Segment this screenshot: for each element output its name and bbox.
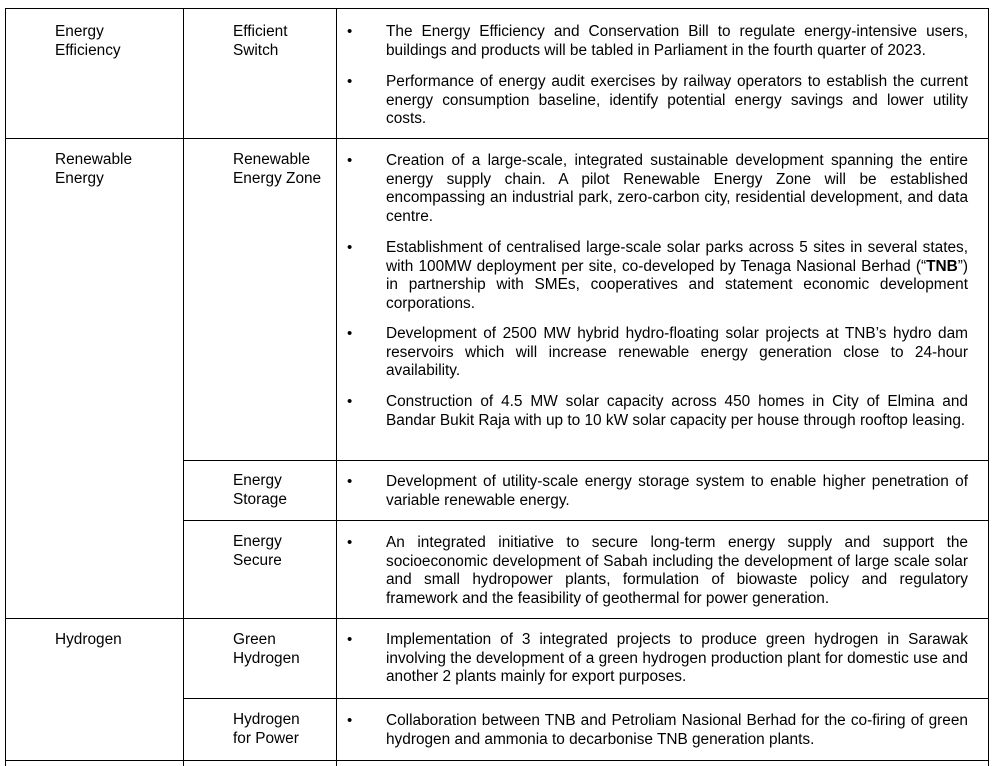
initiative-cell: Energy Secure [233, 533, 282, 569]
row-divider [183, 460, 989, 461]
initiative-cell: Hydrogen for Power [233, 711, 300, 747]
bullet: • [347, 73, 353, 90]
col-divider-1 [183, 8, 184, 766]
row-divider [5, 138, 989, 139]
bullet: • [347, 631, 353, 648]
bullet: • [347, 152, 353, 169]
row-divider [5, 618, 989, 619]
initiative-cell: Efficient Switch [233, 23, 288, 59]
initiative-description: Development of 2500 MW hybrid hydro-floating solar projects at TNB’s hydro dam reservoirs which will increase renewable energy generation close to 24-hour availability. [386, 325, 968, 379]
theme-cell: Energy Efficiency [55, 23, 121, 59]
bullet: • [347, 393, 353, 410]
theme-cell: Hydrogen [55, 631, 122, 648]
table-border-left [5, 8, 6, 766]
row-divider [183, 698, 989, 699]
table-border-bottom [5, 760, 989, 761]
initiative-description: Development of utility-scale energy storage system to enable higher penetration of variable renewable energy. [386, 473, 968, 509]
bullet: • [347, 23, 353, 40]
table-border-right [988, 8, 989, 766]
bullet: • [347, 534, 353, 551]
description-text: Establishment of centralised large-scale solar parks across 5 sites in several states, with 100MW deployment per site, co-developed by Tenaga Nasional Berhad (“ [386, 239, 968, 275]
bullet: • [347, 473, 353, 490]
initiative-description: An integrated initiative to secure long-term energy supply and support the socioeconomic development of Sabah including the development of large scale solar and small hydropower plants, formulation of biowaste policy and regulatory framework and the feasibility of geothermal for power generation. [386, 534, 968, 607]
initiative-description: Creation of a large-scale, integrated sustainable development spanning the entire energy supply chain. A pilot Renewable Energy Zone will be established encompassing an industrial park, zero-carbon city, residential development, and data centre. [386, 152, 968, 225]
initiative-description: Construction of 4.5 MW solar capacity across 450 homes in City of Elmina and Bandar Bukit Raja with up to 10 kW solar capacity per house through rooftop leasing. [386, 393, 968, 429]
table-border-top [5, 8, 989, 9]
initiative-cell: Renewable Energy Zone [233, 151, 322, 187]
row-divider [183, 520, 989, 521]
initiative-description: The Energy Efficiency and Conservation Bill to regulate energy-intensive users, buildings and products will be tabled in Parliament in the fourth quarter of 2023. [386, 23, 968, 59]
initiative-description: Implementation of 3 integrated projects to produce green hydrogen in Sarawak involving the development of a green hydrogen production plant for domestic use and another 2 plants mainly for export purposes. [386, 631, 968, 685]
initiative-cell: Energy Storage [233, 472, 287, 508]
initiative-description: Collaboration between TNB and Petroliam Nasional Berhad for the co-firing of green hydrogen and ammonia to decarbonise TNB generation plants. [386, 712, 968, 748]
bullet: • [347, 239, 353, 256]
initiative-cell: Green Hydrogen [233, 631, 300, 667]
bullet: • [347, 325, 353, 342]
abbreviation-tnb: TNB [926, 257, 958, 275]
initiative-description [386, 239, 968, 313]
theme-cell: Renewable Energy [55, 151, 133, 187]
bullet: • [347, 712, 353, 729]
description-text: ”) in partnership with SMEs, cooperatives and statement economic development corporations. [386, 257, 968, 312]
col-divider-2 [336, 8, 337, 766]
initiative-description: Performance of energy audit exercises by railway operators to establish the current energy consumption baseline, identify potential energy savings and lower utility costs. [386, 73, 968, 127]
